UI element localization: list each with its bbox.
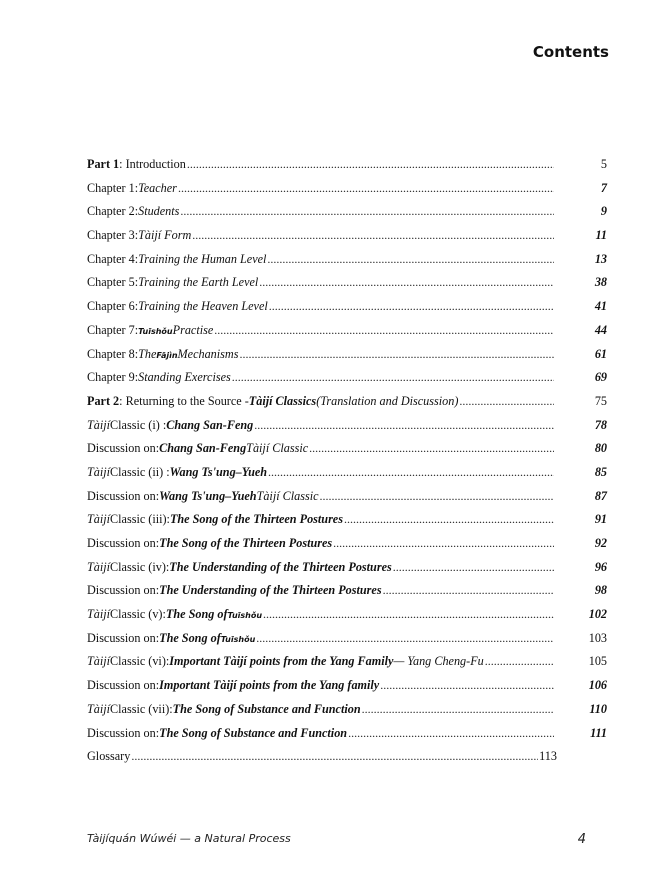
toc-entry-text: The Song of bbox=[165, 607, 228, 622]
toc-entry-text: Chapter 2: bbox=[87, 204, 139, 219]
toc-page-number: 38 bbox=[594, 275, 607, 290]
toc-entry-text: The Song of bbox=[159, 630, 221, 645]
dot-leader bbox=[380, 678, 554, 693]
toc-entry-text: Chapter 5: bbox=[87, 275, 139, 290]
toc-entry-text: Fājìn bbox=[156, 350, 178, 360]
toc-entry[interactable] bbox=[87, 512, 607, 536]
toc-entry[interactable] bbox=[87, 489, 607, 513]
toc-entry-text: Discussion on: bbox=[87, 441, 160, 456]
toc-entry[interactable] bbox=[87, 536, 607, 560]
toc-entry-text: Tàijí Classic bbox=[256, 488, 319, 503]
toc-entry-text: The Song of Substance and Function bbox=[159, 725, 348, 740]
table-of-contents bbox=[87, 157, 607, 773]
toc-entry-text: Tàijí bbox=[87, 417, 111, 432]
page-title: Contents bbox=[532, 43, 609, 61]
toc-entry-text: Chapter 7: bbox=[87, 322, 139, 337]
toc-entry[interactable] bbox=[87, 654, 607, 678]
toc-entry-text: Classic (vi): bbox=[110, 654, 170, 669]
toc-entry-text: The Song of the Thirteen Postures bbox=[159, 536, 333, 550]
toc-entry-text: Teacher bbox=[138, 180, 177, 195]
toc-page-number: 98 bbox=[594, 583, 607, 598]
toc-entry-text: The Song of Substance and Function bbox=[172, 701, 361, 716]
dot-leader bbox=[178, 181, 554, 196]
toc-entry-text: Standing Exercises bbox=[138, 370, 231, 385]
toc-entry-text: The Song of the Thirteen Postures bbox=[169, 512, 343, 527]
toc-page-number: 110 bbox=[589, 701, 607, 716]
toc-entry[interactable] bbox=[87, 465, 607, 489]
dot-leader bbox=[320, 489, 554, 504]
toc-entry[interactable] bbox=[87, 607, 607, 631]
toc-entry-text: Chapter 3: bbox=[87, 228, 139, 243]
dot-leader bbox=[362, 702, 554, 717]
dot-leader bbox=[269, 299, 554, 314]
toc-entry-text: Tàijí Classics bbox=[248, 393, 317, 408]
toc-entry-text: Chapter 1: bbox=[87, 180, 139, 195]
dot-leader bbox=[256, 631, 554, 646]
toc-entry-text: Tàijí Classic bbox=[246, 441, 309, 456]
toc-entry-text: Tàijí bbox=[87, 701, 111, 716]
footer-page-number: 4 bbox=[577, 832, 586, 847]
toc-entry-text: The bbox=[138, 346, 157, 361]
footer-title: Tàijíquán Wúwéi — a Natural Process bbox=[87, 832, 291, 845]
toc-page-number: 96 bbox=[594, 559, 607, 574]
toc-entry-text: Discussion on: bbox=[87, 536, 160, 550]
toc-page-number: 91 bbox=[594, 512, 607, 527]
toc-entry[interactable] bbox=[87, 204, 607, 228]
toc-entry-text: Discussion on: bbox=[87, 488, 160, 503]
toc-entry-text: Chapter 8: bbox=[87, 346, 139, 361]
toc-entry-text: Classic (iii): bbox=[110, 512, 170, 527]
dot-leader bbox=[383, 583, 554, 598]
toc-entry-text: Tuīshǒu bbox=[227, 611, 263, 621]
toc-entry-text: Tuīshǒu bbox=[220, 634, 256, 644]
page-footer bbox=[87, 832, 586, 847]
dot-leader bbox=[239, 347, 554, 362]
toc-page-number: 69 bbox=[594, 370, 607, 385]
toc-page-number: 111 bbox=[590, 725, 607, 740]
toc-entry[interactable] bbox=[87, 441, 607, 465]
toc-entry[interactable] bbox=[87, 370, 607, 394]
toc-entry-text: Discussion on: bbox=[87, 583, 160, 598]
toc-entry-text: : Returning to the Source - bbox=[119, 393, 249, 408]
toc-page-number: 80 bbox=[594, 441, 607, 456]
toc-entry-text: Students bbox=[138, 204, 180, 219]
toc-entry-text: Classic (v): bbox=[110, 607, 166, 622]
toc-page-number: 75 bbox=[594, 393, 607, 408]
dot-leader bbox=[259, 275, 554, 290]
toc-entry-text: Chapter 6: bbox=[87, 299, 139, 314]
toc-entry-text: Discussion on: bbox=[87, 630, 160, 645]
toc-entry[interactable] bbox=[87, 749, 607, 773]
toc-entry-text: Part 1 bbox=[87, 157, 120, 171]
toc-page-number: 103 bbox=[588, 630, 607, 645]
dot-leader bbox=[348, 726, 554, 741]
toc-entry[interactable] bbox=[87, 583, 607, 607]
dot-leader bbox=[254, 418, 554, 433]
dot-leader bbox=[333, 536, 554, 551]
toc-page-number: 44 bbox=[594, 322, 607, 337]
toc-page-number: 105 bbox=[588, 654, 607, 669]
toc-entry[interactable] bbox=[87, 252, 607, 276]
toc-entry-text: — Yang Cheng-Fu bbox=[393, 654, 484, 669]
toc-entry[interactable] bbox=[87, 631, 607, 655]
toc-entry[interactable] bbox=[87, 323, 607, 347]
toc-entry-text: Tàijí bbox=[87, 607, 111, 622]
toc-entry-text: Part 2 bbox=[87, 393, 120, 408]
toc-entry-text: (Translation and Discussion) bbox=[316, 393, 459, 408]
dot-leader bbox=[263, 607, 554, 622]
toc-page-number: 41 bbox=[594, 299, 607, 314]
toc-entry[interactable] bbox=[87, 275, 607, 299]
toc-entry-text: Classic (i) : bbox=[110, 417, 167, 432]
toc-page-number: 11 bbox=[595, 228, 607, 243]
toc-page-number: 85 bbox=[594, 464, 607, 479]
dot-leader bbox=[393, 560, 554, 575]
toc-entry-text: Tuīshǒu bbox=[138, 326, 173, 336]
dot-leader bbox=[232, 370, 554, 385]
toc-page-number: 92 bbox=[594, 536, 607, 550]
toc-entry-text: Classic (vii): bbox=[110, 701, 173, 716]
toc-entry-text: Important Tàijí points from the Yang Family bbox=[169, 654, 394, 669]
dot-leader bbox=[268, 465, 554, 480]
toc-entry-text: Tàijí bbox=[87, 559, 111, 574]
dot-leader bbox=[180, 204, 554, 219]
dot-leader bbox=[309, 441, 554, 456]
toc-page-number: 7 bbox=[600, 180, 607, 195]
dot-leader bbox=[192, 228, 554, 243]
toc-entry-text: Chapter 4: bbox=[87, 251, 139, 266]
toc-entry[interactable] bbox=[87, 299, 607, 323]
toc-entry-text: Training the Human Level bbox=[138, 251, 267, 266]
toc-entry-text: The Understanding of the Thirteen Postures bbox=[169, 559, 392, 574]
dot-leader bbox=[267, 252, 554, 267]
dot-leader bbox=[131, 749, 538, 764]
toc-entry-text: The Understanding of the Thirteen Postures bbox=[159, 583, 382, 598]
toc-page-number: 61 bbox=[594, 346, 607, 361]
toc-entry-text: Training the Heaven Level bbox=[138, 299, 268, 314]
toc-entry-text: : Introduction bbox=[119, 157, 186, 171]
toc-entry-text: Wang Ts'ung–Yueh bbox=[159, 488, 257, 503]
toc-page-number: 87 bbox=[594, 488, 607, 503]
toc-entry-text: Tàijí Form bbox=[138, 228, 192, 243]
toc-entry-text: Chapter 9: bbox=[87, 370, 139, 385]
toc-entry-text: Training the Earth Level bbox=[138, 275, 259, 290]
toc-entry-text: Discussion on: bbox=[87, 725, 160, 740]
toc-entry[interactable] bbox=[87, 678, 607, 702]
toc-entry[interactable] bbox=[87, 418, 607, 442]
toc-page-number: 78 bbox=[594, 417, 607, 432]
toc-entry[interactable] bbox=[87, 702, 607, 726]
toc-entry-text: Tàijí bbox=[87, 512, 111, 527]
toc-entry-text: Wang Ts'ung–Yueh bbox=[169, 464, 268, 479]
toc-page-number: 13 bbox=[594, 251, 607, 266]
dot-leader bbox=[214, 323, 554, 338]
toc-page-number: 9 bbox=[600, 204, 607, 219]
toc-entry-text: Chang San-Feng bbox=[159, 441, 247, 456]
toc-entry-text: Tàijí bbox=[87, 464, 111, 479]
toc-entry-text: Practise bbox=[172, 322, 214, 337]
dot-leader bbox=[187, 157, 554, 172]
dot-leader bbox=[459, 394, 554, 409]
dot-leader bbox=[485, 654, 554, 669]
toc-entry[interactable] bbox=[87, 181, 607, 205]
toc-page-number: 113 bbox=[539, 749, 557, 764]
toc-page-number: 106 bbox=[588, 678, 607, 693]
toc-entry[interactable] bbox=[87, 347, 607, 371]
toc-entry-text: Discussion on: bbox=[87, 678, 160, 693]
toc-entry[interactable] bbox=[87, 394, 607, 418]
toc-page-number: 102 bbox=[588, 607, 607, 622]
toc-entry-text: Chang San-Feng bbox=[166, 417, 254, 432]
toc-entry-text: Mechanisms bbox=[177, 346, 239, 361]
toc-entry-text: Classic (iv): bbox=[110, 559, 170, 574]
toc-entry-text: Classic (ii) : bbox=[110, 464, 170, 479]
toc-entry-text: Glossary bbox=[87, 749, 131, 764]
dot-leader bbox=[344, 512, 554, 527]
toc-entry[interactable] bbox=[87, 157, 607, 181]
toc-entry[interactable] bbox=[87, 560, 607, 584]
toc-page-number: 5 bbox=[600, 157, 607, 171]
toc-entry[interactable] bbox=[87, 726, 607, 750]
toc-entry-text: Important Tàijí points from the Yang family bbox=[159, 678, 380, 693]
toc-entry[interactable] bbox=[87, 228, 607, 252]
toc-entry-text: Tàijí bbox=[87, 654, 111, 669]
